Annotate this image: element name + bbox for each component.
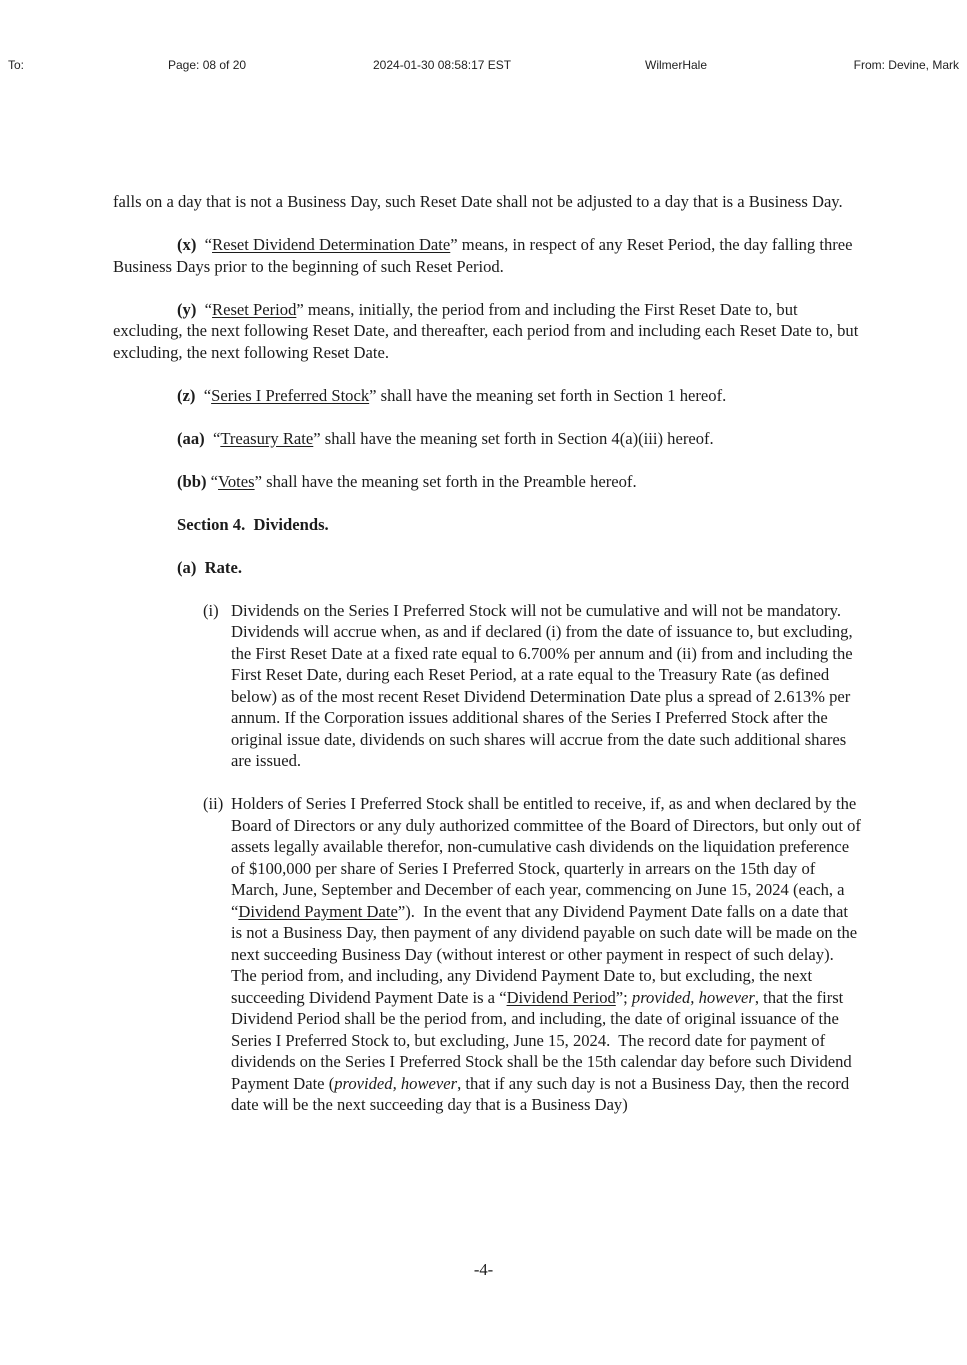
list-marker: (i) [203,600,219,620]
defined-term: Reset Dividend Determination Date [212,235,451,254]
defined-term: Reset Period [212,299,297,319]
defined-term: Dividend Period [506,987,616,1007]
text-segment: ”). In the event that any Dividend Payment Date falls on a date that is not a Business Day, then payment of any dividend payable on such date will be made on the next succeeding Business Day (without interest or other payment in respect of such delay). The period from, and including, any Dividend Payment Date to, but excluding, the next succeeding Dividend Payment Date is a “ [231,901,862,1007]
text-segment: Dividends on the Series I Preferred Stock will not be cumulative and will not be mandatory. Dividends will accrue when, as and if declared (i) from the date of issuance to, but excluding, the First Reset Date at a fixed rate equal to 6.700% per annum and (ii) from and including the First Reset Date, during each Reset Period, at a rate equal to the Treasury Rate (as defined below) as of the most recent Reset Dividend Determination Date plus a spread of 2.613% per annum. If the Corporation issues additional shares of the Series I Preferred Stock after the original issue date, dividends on such shares will accrue from the date such additional shares are issued. [231,600,857,770]
text-segment: ”; [615,987,632,1007]
text-segment: ” means, in respect of any Reset Period, the day falling three Business Days prior to the beginning of such Reset Period. [113,235,857,276]
text-segment: (bb) [177,471,207,491]
text-segment: (a) Rate. [177,557,242,577]
list-marker: (ii) [203,794,224,813]
text-segment: , that the first Dividend Period shall be the period from, and including, the date of original issuance of the Series I Preferred Stock to, but excluding, June 15, 2024. The record date for payment of dividends on the Series I Preferred Stock shall be the 15th calendar day before such Dividend Payment Date ( [231,987,856,1093]
paragraph [113,471,865,493]
text-segment: falls on a day that is not a Business Day, such Reset Date shall not be adjusted to a day that is a Business Day. [113,192,843,211]
text-segment: , that if any such day is not a Business Day, then the record date will be the next succeeding day that is a Business Day) [231,1073,854,1114]
header-firm-name: WilmerHale [645,58,708,72]
fax-header [0,58,967,74]
text-segment: ” means, initially, the period from and including the First Reset Date to, but excluding, the next following Reset Date, and thereafter, each period from and including each Reset Date to, but excluding, the next following Reset Date. [113,299,863,362]
text-segment: (y) [177,299,197,319]
text-segment: ” shall have the meaning set forth in Section 1 hereof. [369,385,727,405]
paragraph [113,191,865,213]
text-segment: “ [206,471,219,491]
header-to-label: To: [8,58,25,72]
header-from-label: From: Devine, Mark [853,58,959,72]
text-segment: “ [204,428,221,448]
paragraph [113,234,865,277]
paragraph [113,385,865,407]
text-segment: (z) [177,385,196,405]
page-number: -4- [473,1260,494,1279]
text-segment: Holders of Series I Preferred Stock shall be entitled to receive, if, as and when declared by the Board of Directors or any duly authorized committee of the Board of Directors, but only out of assets legally available therefor, non-cumulative cash dividends on the liquidation preference of $100,000 per share of Series I Preferred Stock, quarterly in arrears on the 15th day of March, June, September and December of each year, commencing on June 15, 2024 (each, a “ [231,794,866,921]
text-segment: (x) [177,235,197,254]
paragraph [113,514,865,536]
defined-term: Series I Preferred Stock [211,385,370,405]
list-paragraph [203,793,866,1116]
text-segment: provided, however [334,1073,458,1093]
text-segment: (aa) [177,428,205,448]
defined-term: Votes [218,471,255,491]
paragraph [113,557,865,579]
text-segment: Section 4. Dividends. [177,514,329,534]
text-segment: ” shall have the meaning set forth in the Preamble hereof. [254,471,637,491]
text-segment: “ [195,385,212,405]
text-segment: ” shall have the meaning set forth in Section 4(a)(iii) hereof. [313,428,714,448]
text-segment: provided, however [631,987,755,1007]
defined-term: Treasury Rate [220,428,314,448]
defined-term: Dividend Payment Date [238,901,398,921]
list-paragraph [203,600,861,772]
header-timestamp: 2024-01-30 08:58:17 EST [373,58,512,72]
text-segment: “ [196,235,213,254]
paragraph [113,428,865,450]
text-segment: “ [196,299,213,319]
paragraph [113,299,865,364]
document-body [113,191,865,1137]
header-page-count: Page: 08 of 20 [168,58,247,72]
